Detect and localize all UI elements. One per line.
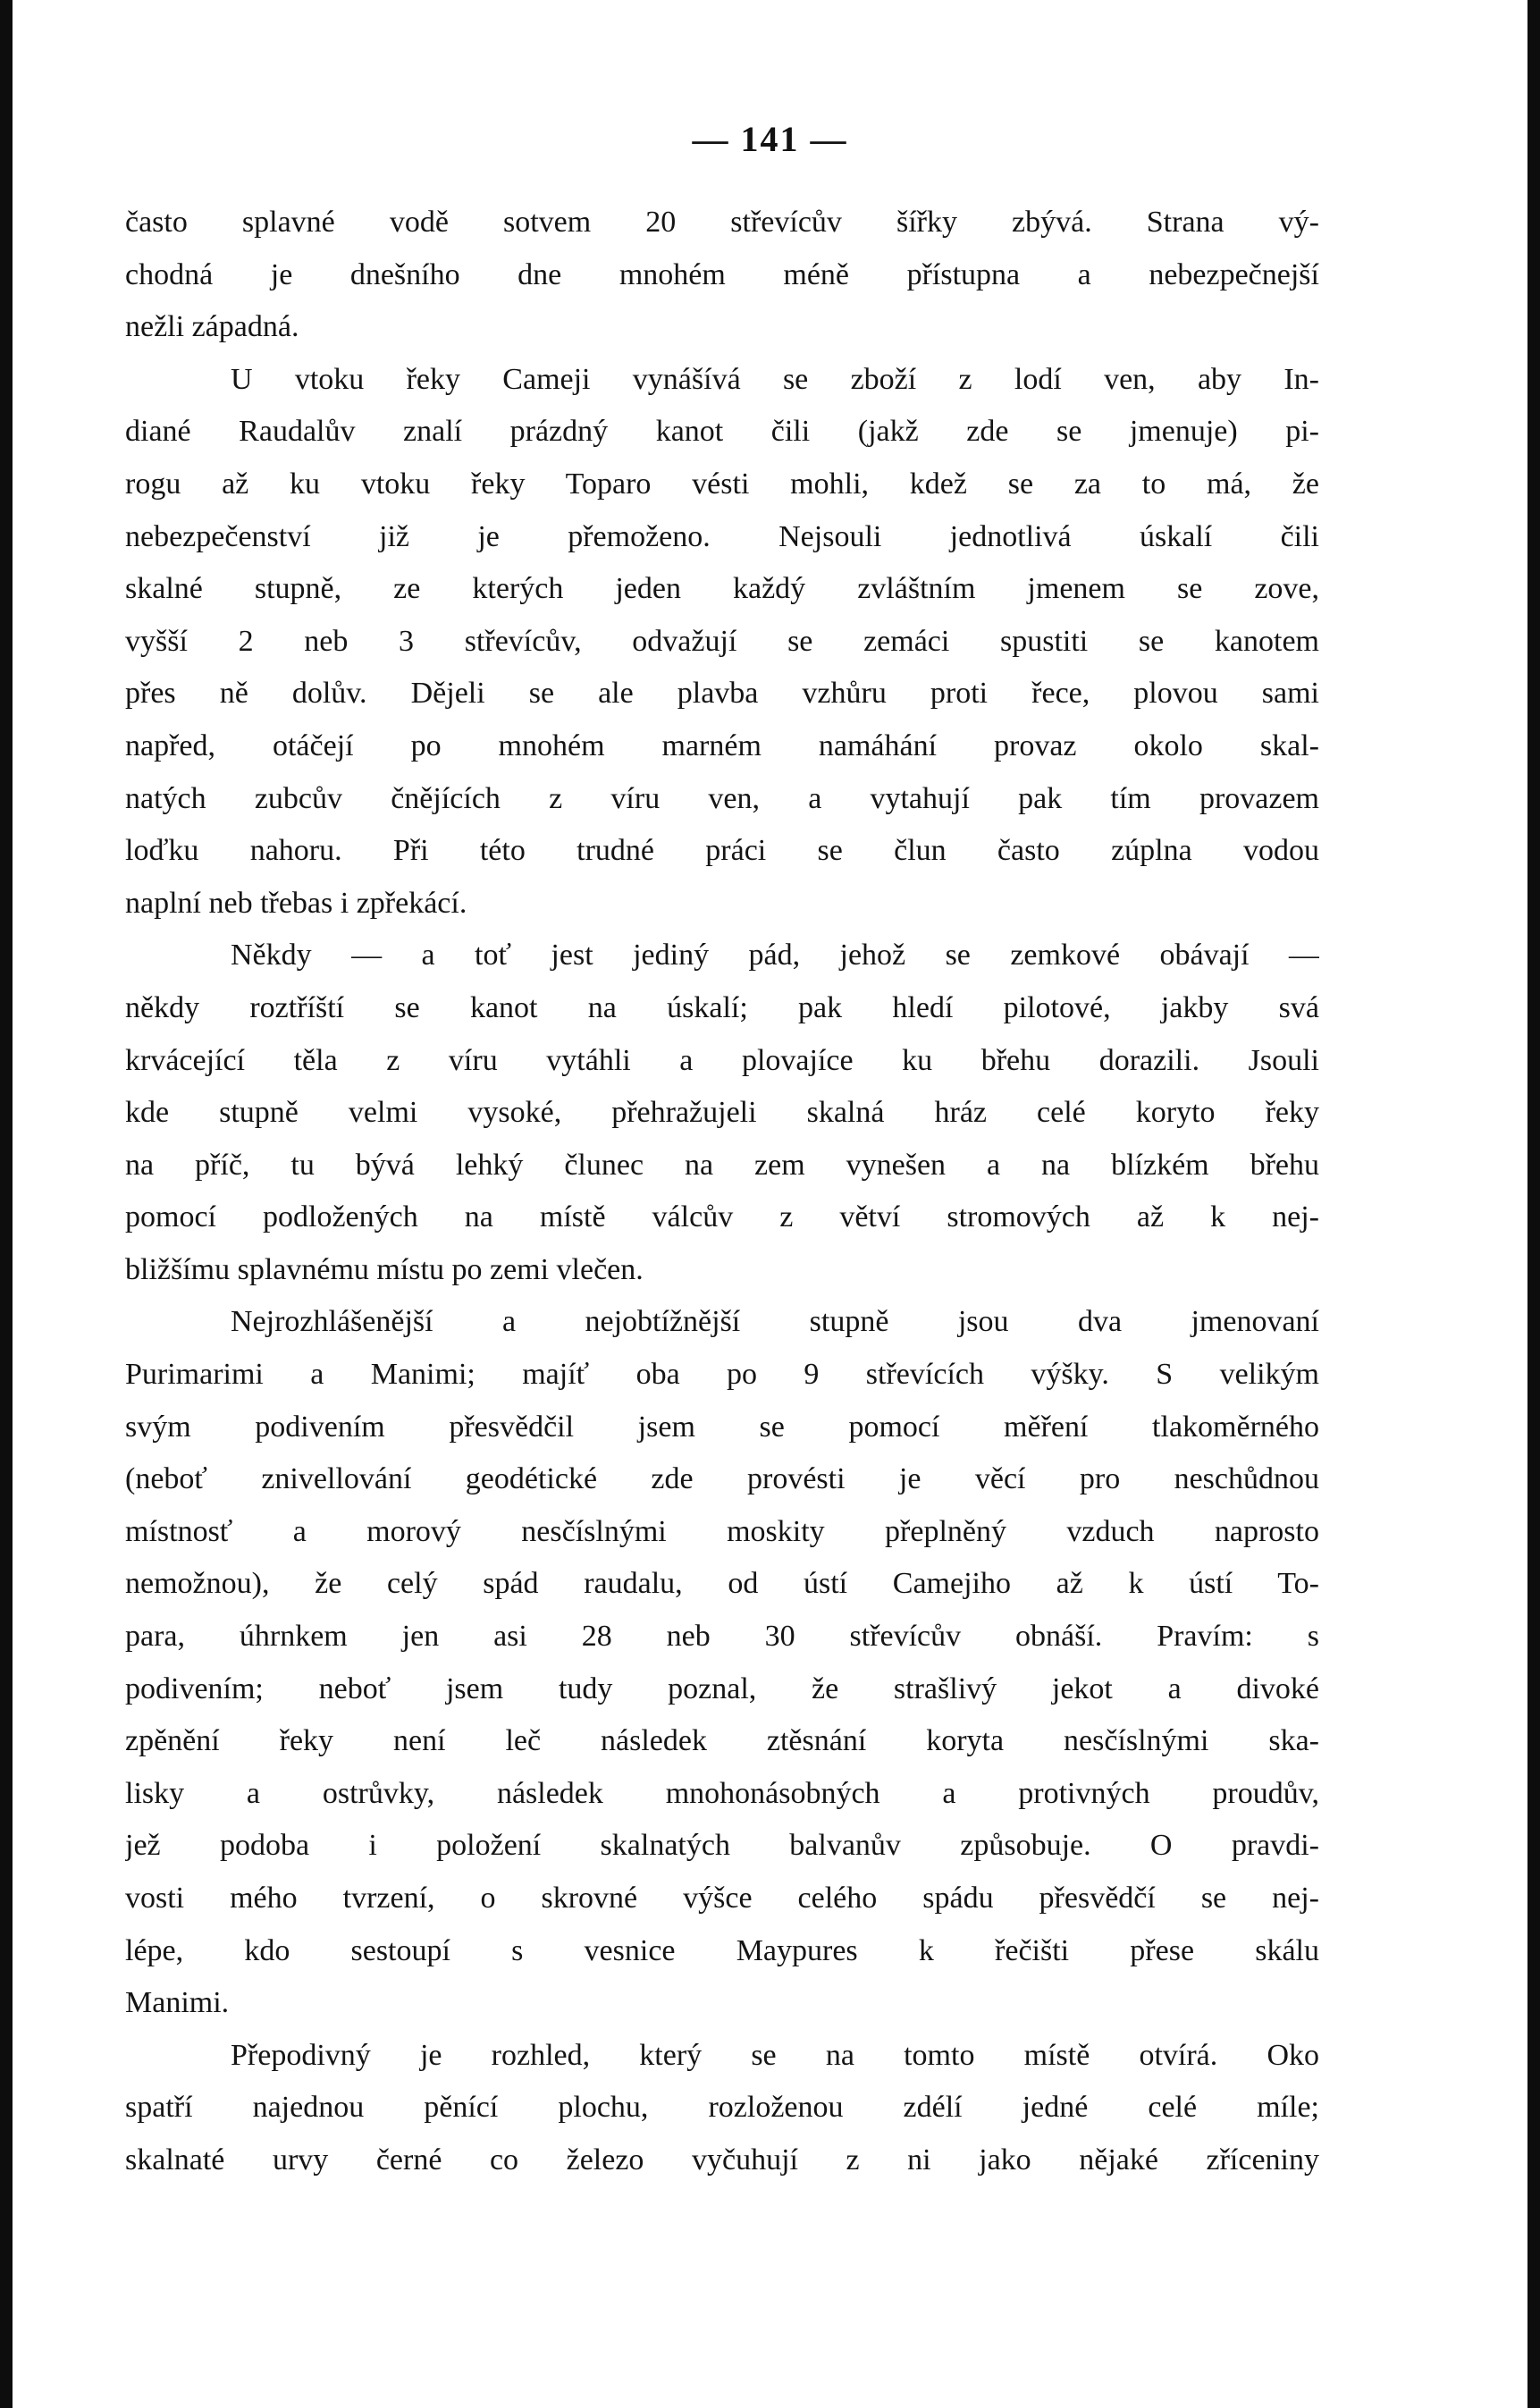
text-line: lépe, kdo sestoupí s vesnice Maypures k řečišti přese skálu xyxy=(125,1933,1319,1967)
page-number xyxy=(13,118,1527,160)
text-line: zpěnění řeky není leč následek ztěsnání koryta nesčíslnými ska- xyxy=(125,1724,1319,1758)
text-line: Manimi. xyxy=(125,1986,230,2020)
text-line: kde stupně velmi vysoké, přehražujeli skalná hráz celé koryto řeky xyxy=(125,1096,1319,1130)
text-line: místnosť a morový nesčíslnými moskity přeplněný vzduch naprosto xyxy=(125,1514,1319,1548)
text-line: U vtoku řeky Cameji vynášívá se zboží z lodí ven, aby In- xyxy=(231,362,1319,396)
text-line: skalné stupně, ze kterých jeden každý zvláštním jmenem se zove, xyxy=(125,572,1319,606)
text-line: někdy roztříští se kanot na úskalí; pak hledí pilotové, jakby svá xyxy=(125,990,1319,1024)
text-line: skalnaté urvy černé co železo vyčuhují z ni jako nějaké zříceniny xyxy=(125,2143,1319,2176)
paragraph xyxy=(125,2030,1319,2187)
text-line: nežli západná. xyxy=(125,310,299,344)
text-line: svým podivením přesvědčil jsem se pomocí měření tlakoměrného xyxy=(125,1410,1319,1444)
text-line: vosti mého tvrzení, o skrovné výšce celého spádu přesvědčí se nej- xyxy=(125,1882,1319,1915)
text-line: chodná je dnešního dne mnohém méně přístupna a nebezpečnejší xyxy=(125,257,1319,291)
text-line: Purimarimi a Manimi; majíť oba po 9 střevících výšky. S velikým xyxy=(125,1358,1319,1392)
paragraph xyxy=(125,930,1319,1296)
text-line: na příč, tu bývá lehký člunec na zem vynešen a na blízkém břehu xyxy=(125,1148,1319,1182)
text-line: rogu až ku vtoku řeky Toparo vésti mohli, kdež se za to má, že xyxy=(125,467,1319,501)
text-line: lisky a ostrůvky, následek mnohonásobných a protivných proudův, xyxy=(125,1776,1319,1810)
page-number-text: — 141 — xyxy=(692,119,848,159)
book-page xyxy=(13,0,1527,2408)
text-line: naplní neb třebas i zpřekácí. xyxy=(125,886,467,920)
text-line: para, úhrnkem jen asi 28 neb 30 střevícův obnáší. Pravím: s xyxy=(125,1620,1319,1654)
text-line: nebezpečenství již je přemoženo. Nejsouli jednotlivá úskalí čili xyxy=(125,519,1319,553)
text-line: Přepodivný je rozhled, který se na tomto místě otvírá. Oko xyxy=(231,2038,1319,2072)
text-line: často splavné vodě sotvem 20 střevícův šířky zbývá. Strana vý- xyxy=(125,206,1319,239)
text-line: loďku nahoru. Při této trudné práci se člun často zúplna vodou xyxy=(125,834,1319,868)
text-line: Nejrozhlášenější a nejobtížnější stupně jsou dva jmenovaní xyxy=(231,1305,1319,1339)
body-text xyxy=(125,197,1319,2187)
text-line: diané Raudalův znalí prázdný kanot čili (jakž zde se jmenuje) pi- xyxy=(125,415,1319,449)
text-line: přes ně dolův. Dějeli se ale plavba vzhůru proti řece, plovou sami xyxy=(125,677,1319,711)
text-line: nemožnou), že celý spád raudalu, od ústí Camejiho až k ústí To- xyxy=(125,1567,1319,1601)
text-line: krvácející těla z víru vytáhli a plovajíce ku břehu dorazili. Jsouli xyxy=(125,1043,1319,1077)
text-line: podivením; neboť jsem tudy poznal, že strašlivý jekot a divoké xyxy=(125,1671,1319,1705)
text-line: (neboť znivellování geodétické zde provésti je věcí pro neschůdnou xyxy=(125,1462,1319,1496)
text-line: vyšší 2 neb 3 střevícův, odvažují se zemáci spustiti se kanotem xyxy=(125,624,1319,658)
paragraph xyxy=(125,1296,1319,2029)
text-line: napřed, otáčejí po mnohém marném namáhání provaz okolo skal- xyxy=(125,728,1319,762)
text-line: bližšímu splavnému místu po zemi vlečen. xyxy=(125,1252,644,1286)
paragraph xyxy=(125,197,1319,354)
paragraph xyxy=(125,354,1319,930)
text-line: Někdy — a toť jest jediný pád, jehož se zemkové obávají — xyxy=(231,939,1319,972)
text-line: spatří najednou pěnící plochu, rozloženou zdélí jedné celé míle; xyxy=(125,2091,1319,2125)
text-line: pomocí podložených na místě válcův z větví stromových až k nej- xyxy=(125,1200,1319,1234)
text-line: natých zubcův čnějících z víru ven, a vytahují pak tím provazem xyxy=(125,781,1319,815)
text-line: jež podoba i položení skalnatých balvanův způsobuje. O pravdi- xyxy=(125,1829,1319,1863)
